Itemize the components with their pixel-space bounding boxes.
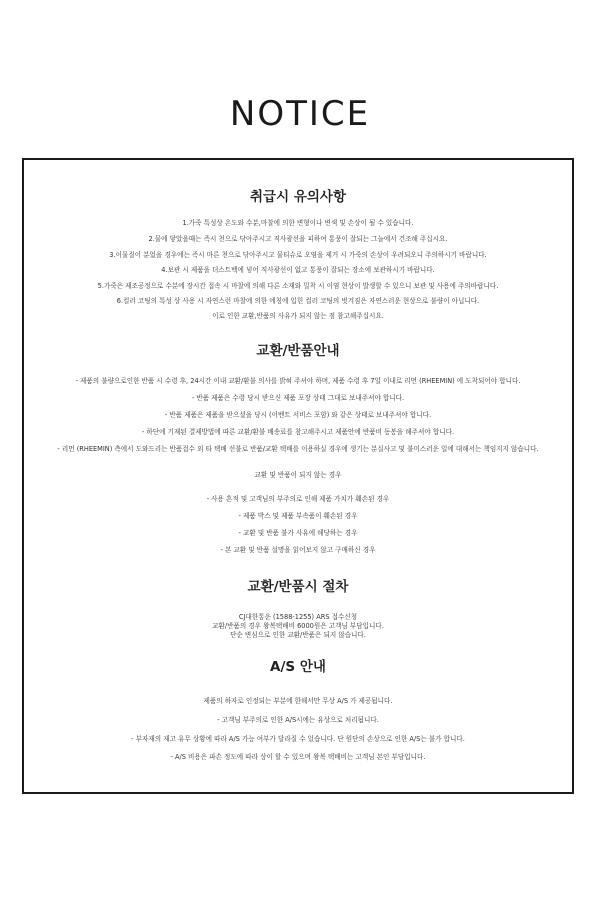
handling-line: 6.컬러 코팅의 특성 상 사용 시 자연스런 마찰에 의한 에칭에 입힌 컬러 코팅의 벗겨짐은 자연스러운 현상으로 불량이 아닙니다. [116, 297, 480, 305]
page-title: NOTICE [229, 94, 371, 134]
after-service-line: - 부자재의 재고 유무 상황에 따라 A/S 가능 여부가 달라질 수 있습니다. 단 원단의 손상으로 인한 A/S는 불가 합니다. [131, 735, 465, 743]
after-service-line: - A/S 비용은 파손 정도에 따라 상이 할 수 있으며 왕복 택배비는 고객님 본인 부담입니다. [170, 753, 426, 761]
exchange-return-line: - 반품 제품은 제품을 받으셨을 당시 (이벤트 서비스 포함) 와 같은 상태로 보내주셔야 합니다. [164, 411, 432, 419]
section-heading-after-service: A/S 안내 [270, 659, 326, 675]
procedure-line: 교환/반품의 경우 왕복택배비 6000원은 고객님 부담입니다. [212, 622, 384, 630]
exchange-return-line: - 본 교환 및 반품 설명을 읽어보지 않고 구매하신 경우 [220, 546, 376, 554]
handling-line: 4.보관 시 제품을 더스트백에 넣어 직사광선이 없고 통풍이 잘되는 장소에 보관하시기 바랍니다. [161, 266, 435, 274]
exchange-return-line: - 사용 흔적 및 고객님의 부주의로 인해 제품 가치가 훼손된 경우 [206, 495, 390, 503]
exchange-return-line: - 제품 박스 및 제품 부속품이 훼손된 경우 [238, 512, 358, 520]
procedure-line: CJ대한통운 (1588-1255) ARS 접수신청 [238, 613, 358, 621]
handling-line: 5.가죽은 제조공정으로 수분에 장시간 접속 시 마찰에 의해 다른 소재와 밀착 시 이염 현상이 발생할 수 있으니 보관 및 사용에 주의바랍니다. [97, 282, 499, 290]
handling-line: 2.물에 닿았을때는 즉시 천으로 닦아주시고 직사광선을 피하여 통풍이 잘되는 그늘에서 건조해 주십시요. [148, 235, 448, 243]
exchange-return-line: - 제품의 불량으로인한 반품 시 수령 후, 24시간 이내 교환/환불 의사를 밝혀 주셔야 하며, 제품 수령 후 7일 이내로 리먼 (RHEEMIN) 에 도착되어야 합니다. [75, 377, 521, 385]
handling-line: 이로 인한 교환,반품의 사유가 되지 않는 점 참고해주십시요. [212, 312, 384, 320]
section-heading-exchange-return: 교환/반품안내 [256, 343, 340, 359]
exchange-return-line: 교환 및 반품이 되지 않는 경우 [254, 471, 342, 479]
after-service-line: 제품의 하자로 인정되는 부분에 한해서만 무상 A/S 가 제공됩니다. [203, 697, 393, 705]
handling-line: 1.가죽 특성상 온도와 수분,마찰에 의한 변형이나 변색 및 손상이 될 수 있습니다. [182, 219, 414, 227]
exchange-return-line: - 반품 제품은 수령 당시 받으신 제품 포장 상태 그대로 보내주셔야 합니다. [191, 394, 405, 402]
notice-box [22, 158, 574, 794]
procedure-line: 단순 변심으로 인한 교환/반품은 되지 않습니다. [230, 631, 366, 639]
after-service-line: - 고객님 부주의로 인한 A/S시에는 유상으로 처리됩니다. [217, 716, 379, 724]
exchange-return-line: - 하단에 기재된 결제방법에 따른 교환/환불 배송료를 참고해주시고 제품안에 반품비 동봉을 해주셔야 합니다. [141, 428, 455, 436]
handling-line: 3.이물질이 분었을 경우에는 즉시 마른 천으로 닦아주시고 물티슈로 오염을 제거 시 가죽의 손상이 우려되오니 주의하시기 바랍니다. [109, 251, 487, 259]
exchange-return-line: - 교환 및 반품 불가 사유에 해당하는 경우 [238, 529, 358, 537]
section-heading-handling: 취급시 유의사항 [250, 189, 346, 205]
section-heading-procedure: 교환/반품시 절차 [247, 579, 349, 595]
exchange-return-line: - 리먼 (RHEEMIN) 측에서 도와드리는 반품접수 외 타 택배 선불로 반품/교환 택배를 이용하실 경우에 생기는 분실사고 및 불미스러운 일에 대해서는 책임지지 않습니다. [57, 445, 539, 453]
